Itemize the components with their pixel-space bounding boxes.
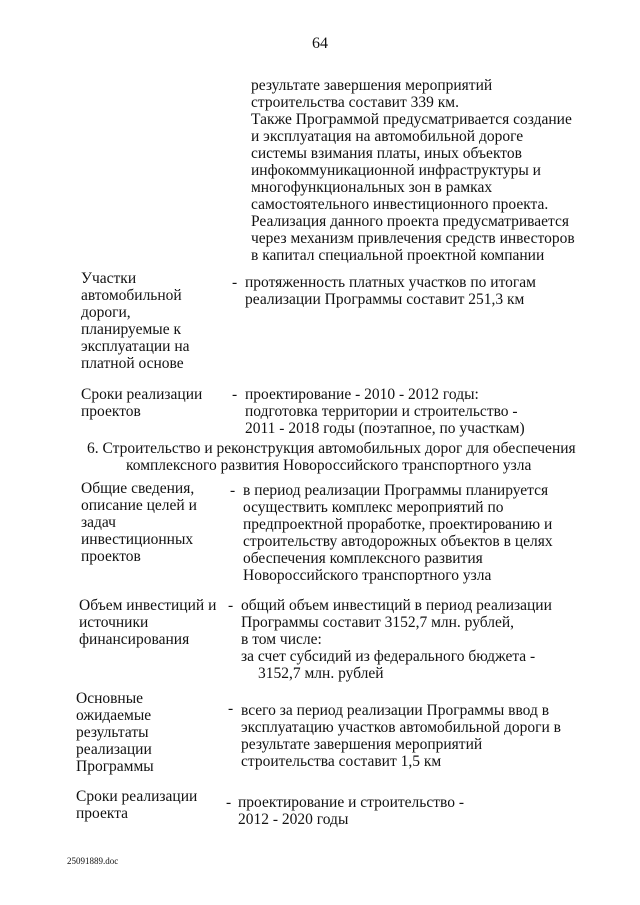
value-line: проектирование - 2010 - 2012 годы:: [245, 386, 479, 403]
value-line: результате завершения мероприятий: [241, 736, 483, 753]
text-line: Реализация данного проекта предусматривается: [251, 213, 570, 230]
label-line: Общие сведения,: [81, 480, 195, 497]
value-line: общий объем инвестиций в период реализации: [241, 597, 552, 614]
label-line: платной основе: [81, 355, 184, 372]
label-line: проекта: [76, 805, 129, 822]
label-line: источники: [79, 614, 149, 631]
text-line: Также Программой предусматривается создание: [251, 111, 572, 128]
label-line: задач: [81, 514, 116, 531]
value-line: 3152,7 млн. рублей: [258, 665, 384, 682]
text-line: самостоятельного инвестиционного проекта.: [251, 196, 549, 213]
label-line: проектов: [81, 403, 141, 420]
value-line: Новороссийского транспортного узла: [243, 567, 492, 584]
value-line: за счет субсидий из федерального бюджета -: [241, 648, 536, 665]
text-line: через механизм привлечения средств инвесторов: [251, 230, 575, 247]
dash: -: [230, 482, 236, 499]
value-line: подготовка территории и строительство -: [245, 403, 518, 420]
label-line: автомобильной: [81, 287, 182, 304]
dash: -: [228, 597, 234, 614]
label-line: реализации: [76, 741, 152, 758]
dash: -: [226, 794, 232, 811]
value-line: строительства составит 1,5 км: [241, 753, 442, 770]
label-line: Основные: [76, 690, 144, 707]
label-line: дороги,: [81, 304, 131, 321]
value-line: Программы составит 3152,7 млн. рублей,: [241, 614, 515, 631]
value-line: эксплуатацию участков автомобильной дороги в: [241, 719, 561, 736]
label-line: Участки: [81, 270, 137, 287]
text-line: многофункциональных зон в рамках: [251, 179, 493, 196]
value-line: в период реализации Программы планируется: [243, 482, 549, 499]
label-line: Объем инвестиций и: [79, 597, 217, 614]
value-line: всего за период реализации Программы ввод в: [241, 702, 550, 719]
value-line: обеспечения комплексного развития: [243, 550, 483, 567]
footer-filename: 25091889.doc: [67, 856, 119, 866]
text-line: и эксплуатация на автомобильной дороге: [251, 128, 524, 145]
value-line: 2011 - 2018 годы (поэтапное, по участкам): [245, 420, 525, 437]
dash: -: [228, 700, 234, 717]
label-line: описание целей и: [81, 497, 197, 514]
text-line: строительства составит 339 км.: [251, 94, 459, 111]
value-line: протяженность платных участков по итогам: [245, 274, 536, 291]
heading-line: 6. Строительство и реконструкция автомобильных дорог для обеспечения: [87, 440, 576, 457]
text-line: результате завершения мероприятий: [251, 77, 493, 94]
value-line: строительству автодорожных объектов в целях: [243, 533, 553, 550]
heading-line: комплексного развития Новороссийского транспортного узла: [126, 457, 532, 474]
value-line: предпроектной проработке, проектированию и: [243, 516, 553, 533]
label-line: ожидаемые: [76, 707, 152, 724]
page-number: 64: [312, 35, 328, 52]
text-line: в капитал специальной проектной компании: [251, 247, 545, 264]
value-line: в том числе:: [241, 631, 322, 648]
label-line: результаты: [76, 724, 149, 741]
text-line: инфокоммуникационной инфраструктуры и: [251, 162, 541, 179]
value-line: 2012 - 2020 годы: [238, 811, 349, 828]
label-line: эксплуатации на: [81, 338, 190, 355]
label-line: Программы: [76, 758, 154, 775]
label-line: планируемые к: [81, 321, 181, 338]
dash: -: [232, 274, 238, 291]
value-line: осуществить комплекс мероприятий по: [243, 499, 504, 516]
label-line: финансирования: [79, 631, 190, 648]
value-line: проектирование и строительство -: [238, 794, 465, 811]
dash: -: [232, 386, 238, 403]
label-line: Сроки реализации: [81, 386, 203, 403]
label-line: инвестиционных: [81, 531, 194, 548]
label-line: проектов: [81, 548, 141, 565]
label-line: Сроки реализации: [76, 788, 198, 805]
text-line: системы взимания платы, иных объектов: [251, 145, 522, 162]
value-line: реализации Программы составит 251,3 км: [245, 291, 525, 308]
